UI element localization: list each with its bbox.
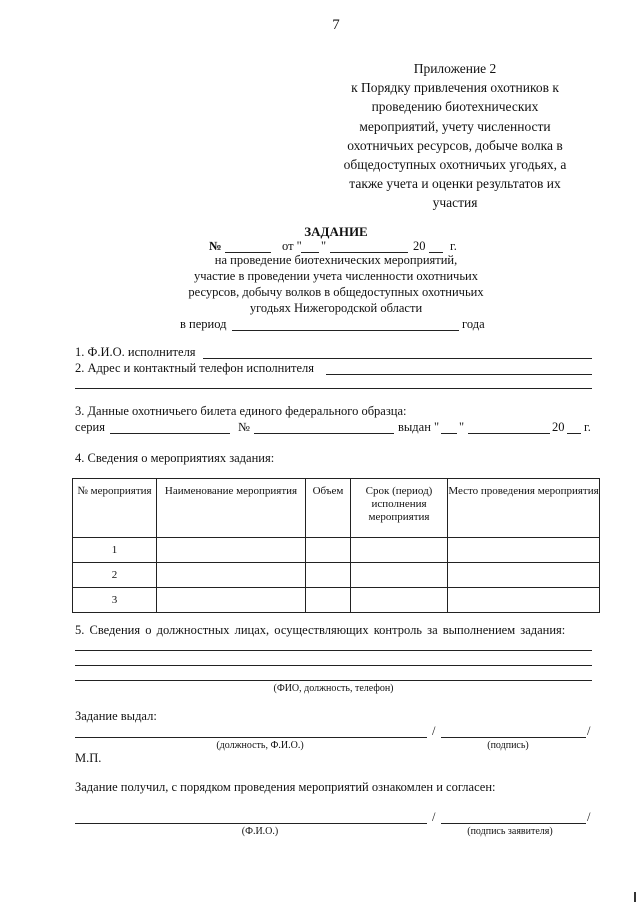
- year-prefix: 20: [413, 239, 426, 253]
- appendix-line: к Порядку привлечения охотников к: [351, 80, 559, 96]
- header-task-number: № мероприятия: [73, 479, 157, 538]
- series-label: серия: [75, 420, 105, 434]
- document-title: ЗАДАНИЕ: [304, 224, 368, 239]
- appendix-line: проведению биотехнических: [371, 99, 539, 115]
- issuer-signature-field[interactable]: [441, 737, 586, 738]
- header-term: Срок (период) исполнения мероприятия: [351, 479, 448, 538]
- cell-volume[interactable]: [306, 588, 351, 613]
- section4-title: 4. Сведения о мероприятиях задания:: [75, 451, 275, 465]
- ticket-number-field[interactable]: [254, 433, 394, 434]
- controller-field-3[interactable]: [75, 680, 592, 681]
- table-header-row: [73, 479, 600, 538]
- cell-term[interactable]: [351, 563, 448, 588]
- executor-address-field[interactable]: [326, 374, 592, 375]
- receiver-name-caption: (Ф.И.О.): [241, 826, 279, 837]
- section3-title: 3. Данные охотничьего билета единого федерального образца:: [75, 404, 407, 418]
- series-field[interactable]: [110, 433, 230, 434]
- controller-field-2[interactable]: [75, 665, 592, 666]
- page-number: 7: [332, 17, 340, 33]
- table-row: [73, 563, 600, 588]
- issued-by-label: Задание выдал:: [75, 709, 157, 723]
- appendix-line: общедоступных охотничьих угодьях, а: [343, 157, 567, 173]
- subtitle-line: участие в проведении учета численности охотничьих: [193, 269, 478, 283]
- number-sign: №: [209, 239, 222, 253]
- cell-volume[interactable]: [306, 538, 351, 563]
- cell-term[interactable]: [351, 588, 448, 613]
- section5-title: 5. Сведения о должностных лицах, осуществляющих контроль за выполнением задания:: [75, 623, 566, 637]
- cell-task-name[interactable]: [157, 538, 306, 563]
- cell-place[interactable]: [448, 588, 600, 613]
- issued-month-field[interactable]: [468, 433, 550, 434]
- receiver-signature-field[interactable]: [441, 823, 586, 824]
- header-place: Место проведения мероприятия: [448, 479, 600, 538]
- appendix-line: охотничьих ресурсов, добыче волка в: [347, 137, 563, 153]
- issued-year-suffix: г.: [584, 420, 591, 434]
- appendix-block: [330, 59, 580, 213]
- controller-field-1[interactable]: [75, 650, 592, 651]
- receiver-name-field[interactable]: [75, 823, 427, 824]
- appendix-line: также учета и оценки результатов их: [349, 176, 561, 192]
- appendix-line: мероприятий, учету численности: [359, 118, 551, 134]
- cell-task-number: 1: [73, 538, 157, 563]
- appendix-line: Приложение 2: [413, 61, 497, 76]
- cell-task-name[interactable]: [157, 588, 306, 613]
- ticket-number-label: №: [238, 420, 250, 434]
- stamp-place: М.П.: [75, 751, 102, 765]
- received-label: Задание получил, с порядком проведения мероприятий ознакомлен и согласен:: [75, 780, 496, 794]
- separator-slash: /: [432, 724, 436, 738]
- issuer-name-field[interactable]: [75, 737, 427, 738]
- receiver-signature-caption: (подпись заявителя): [467, 826, 553, 837]
- executor-address-field-2[interactable]: [75, 388, 592, 389]
- cell-place[interactable]: [448, 538, 600, 563]
- date-from-label: от ": [282, 239, 302, 253]
- subtitle-line: на проведение биотехнических мероприятий,: [214, 253, 458, 267]
- issued-year-field[interactable]: [567, 433, 581, 434]
- issuer-name-caption: (должность, Ф.И.О.): [216, 740, 304, 751]
- tasks-table: [72, 478, 600, 613]
- cell-task-number: 2: [73, 563, 157, 588]
- separator-slash: /: [432, 810, 436, 824]
- issued-year-prefix: 20: [552, 420, 565, 434]
- section1-label: 1. Ф.И.О. исполнителя: [75, 345, 196, 359]
- quote-mark: ": [321, 239, 327, 253]
- header-volume: Объем: [306, 479, 351, 538]
- period-field[interactable]: [232, 330, 459, 331]
- separator-slash: /: [587, 724, 591, 738]
- executor-name-field[interactable]: [203, 358, 592, 359]
- scan-edge-mark: [634, 892, 636, 902]
- issued-day-field[interactable]: [441, 433, 457, 434]
- issuer-signature-caption: (подпись): [487, 740, 529, 751]
- header-task-name: Наименование мероприятия: [157, 479, 306, 538]
- quote-mark: ": [459, 420, 465, 434]
- cell-term[interactable]: [351, 538, 448, 563]
- section2-label: 2. Адрес и контактный телефон исполнителя: [75, 361, 315, 375]
- cell-place[interactable]: [448, 563, 600, 588]
- cell-task-name[interactable]: [157, 563, 306, 588]
- cell-task-number: 3: [73, 588, 157, 613]
- period-suffix: года: [462, 317, 485, 331]
- cell-volume[interactable]: [306, 563, 351, 588]
- period-label: в период: [180, 317, 227, 331]
- subtitle-line: ресурсов, добычу волков в общедоступных охотничьих: [188, 285, 484, 299]
- appendix-line: участия: [432, 195, 478, 211]
- subtitle-line: угодьях Нижегородской области: [249, 301, 423, 315]
- year-suffix: г.: [450, 239, 457, 253]
- issued-label: выдан ": [398, 420, 440, 434]
- table-row: [73, 538, 600, 563]
- separator-slash: /: [587, 810, 591, 824]
- table-row: [73, 588, 600, 613]
- controller-caption: (ФИО, должность, телефон): [273, 683, 394, 694]
